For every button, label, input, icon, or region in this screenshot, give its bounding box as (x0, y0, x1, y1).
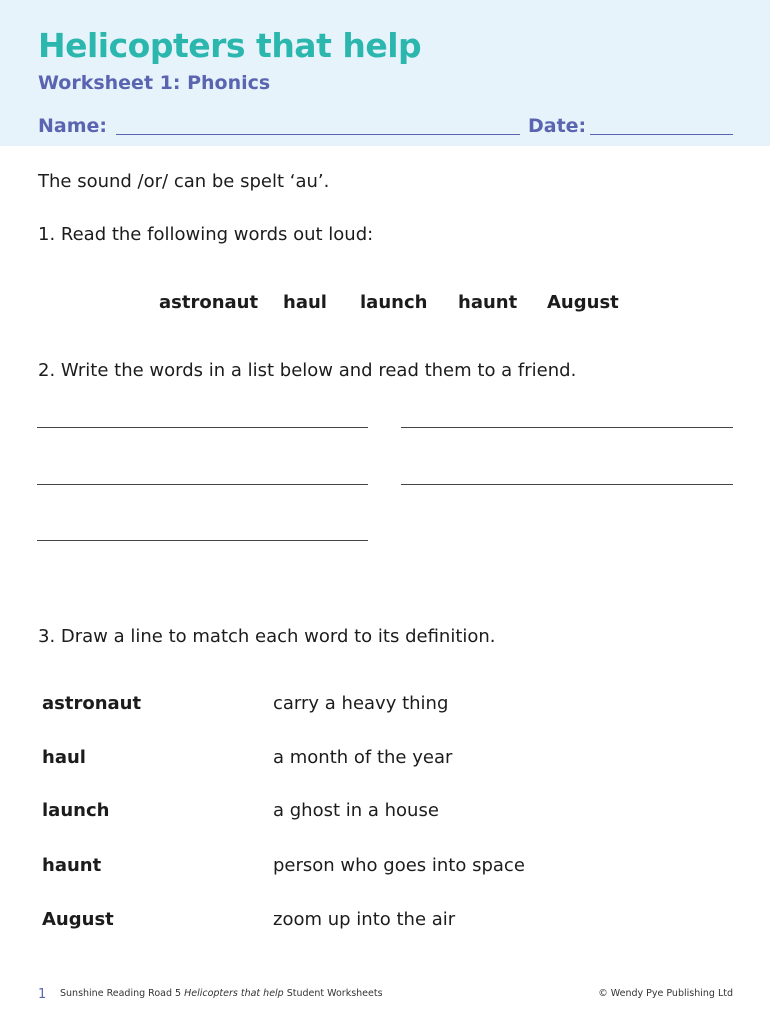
worksheet-subtitle: Worksheet 1: Phonics (38, 72, 271, 94)
name-field[interactable] (116, 134, 520, 135)
footer-copyright: © Wendy Pye Publishing Ltd (598, 988, 733, 999)
footer-source (60, 988, 383, 999)
date-field[interactable] (590, 134, 733, 135)
footer-source-prefix: Sunshine Reading Road 5 (60, 988, 185, 999)
match-word[interactable]: astronaut (42, 693, 142, 714)
footer-source-suffix: Student Worksheets (283, 988, 383, 999)
match-definition[interactable]: zoom up into the air (273, 909, 456, 930)
match-word[interactable]: haunt (42, 855, 102, 876)
question-2-prompt: 2. Write the words in a list below and read them to a friend. (38, 360, 577, 381)
footer-source-title: Helicopters that help (184, 988, 284, 999)
writing-line[interactable] (401, 427, 733, 428)
date-label: Date: (528, 115, 587, 137)
word-list (0, 292, 770, 316)
name-label: Name: (38, 115, 108, 137)
writing-line[interactable] (37, 484, 368, 485)
page-number: 1 (38, 987, 47, 1002)
intro-text: The sound /or/ can be spelt ‘au’. (38, 171, 330, 192)
writing-line[interactable] (401, 484, 733, 485)
writing-line[interactable] (37, 540, 368, 541)
match-word[interactable]: haul (42, 747, 86, 768)
word-item: astronaut (159, 292, 259, 313)
word-item: August (547, 292, 619, 313)
match-word[interactable]: launch (42, 800, 110, 821)
question-3-prompt: 3. Draw a line to match each word to its definition. (38, 626, 496, 647)
word-item: launch (360, 292, 428, 313)
match-definition[interactable]: a ghost in a house (273, 800, 439, 821)
word-item: haunt (458, 292, 518, 313)
word-item: haul (283, 292, 327, 313)
match-word[interactable]: August (42, 909, 114, 930)
writing-line[interactable] (37, 427, 368, 428)
question-1-prompt: 1. Read the following words out loud: (38, 224, 374, 245)
match-definition[interactable]: carry a heavy thing (273, 693, 449, 714)
match-definition[interactable]: person who goes into space (273, 855, 525, 876)
worksheet-title: Helicopters that help (38, 26, 422, 65)
match-definition[interactable]: a month of the year (273, 747, 453, 768)
